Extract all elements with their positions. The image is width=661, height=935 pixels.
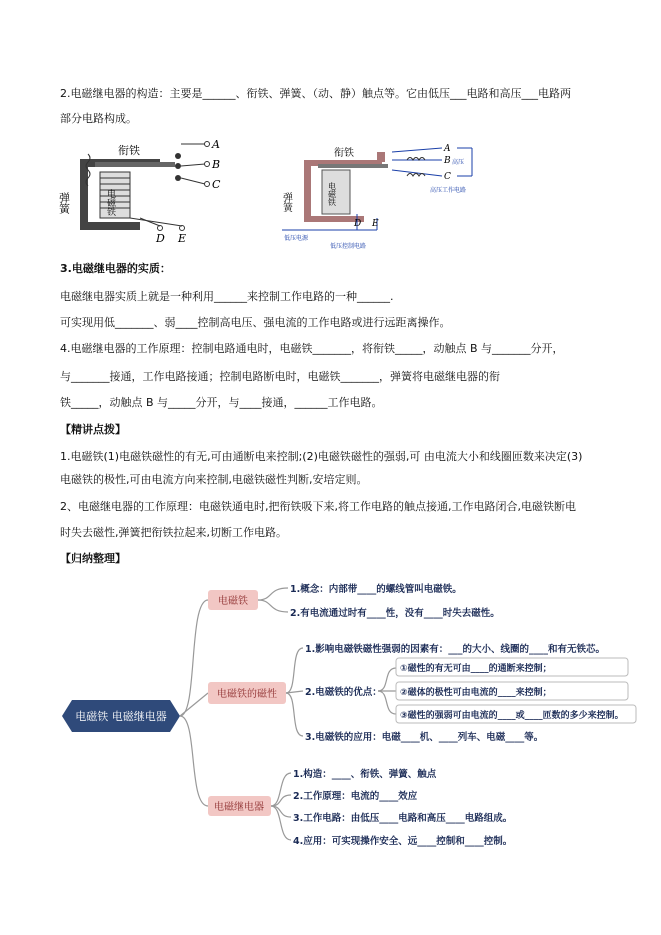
relay2-label-low-source: 低压电源 (284, 235, 309, 242)
relay1-wire-c (181, 178, 205, 184)
relay2-label-low-circuit: 低压控制电路 (330, 243, 367, 250)
branch2-subitem3: ③磁性的强弱可由电流的____或____匝数的多少来控制。 (400, 711, 624, 721)
branch-relay-label: 电磁继电器 (214, 802, 264, 813)
jingjiang-p2-line2: 时失去磁性,弹簧把衔铁拉起来,切断工作电路。 (60, 526, 287, 539)
relay2-label-b: B (444, 156, 451, 166)
relay1-frame-left (80, 159, 88, 229)
section2-line1: 2.电磁继电器的构造：主要是______、衔铁、弹簧、（动、静）触点等。它由低压___电路和高压___电路两 (60, 87, 571, 100)
relay2-label-d: D (354, 219, 362, 229)
section4-line3: 铁_____，动触点 B 与_____分开，与____接通，______工作电路。 (60, 396, 383, 409)
relay1-frame-bottom (80, 222, 140, 230)
jingjiang-p1-line1: 1.电磁铁(1)电磁铁磁性的有无,可由通断电来控制;(2)电磁铁磁性的强弱,可 由电流大小和线圈匝数来决定(3) (60, 450, 583, 463)
section3-line2: 可实现用低_______、弱____控制高电压、强电流的工作电路或进行远距离操作。 (60, 316, 451, 329)
section2-line2: 部分电路构成。 (60, 112, 137, 125)
branch3-item1: 1.构造：____、衔铁、弹簧、触点 (293, 769, 437, 780)
branch2-subitem1: ①磁性的有无可由____的通断来控制； (400, 664, 552, 674)
section3-title: 3.电磁继电器的实质： (60, 262, 171, 275)
relay2-label-high-source: 高压 (452, 159, 465, 166)
relay2-high-wire-a (392, 148, 442, 152)
relay1-label-spring: 弹簧 (57, 192, 71, 214)
relay2-high-wire-c (392, 170, 442, 176)
relay2-label-high-circuit: 高压工作电路 (430, 187, 467, 194)
relay2-frame-left (304, 160, 311, 222)
section4-line2: 与_______接通，工作电路接通；控制电路断电时，电磁铁_______，弹簧将电磁继电器的衔 (60, 370, 500, 383)
guina-title: 【归纳整理】 (60, 552, 126, 565)
jingjiang-p2-line1: 2、电磁继电器的工作原理：电磁铁通电时,把衔铁吸下来,将工作电路的触点接通,工作电路闭合,电磁铁断电 (60, 500, 576, 513)
relay2-armature (318, 164, 388, 168)
relay-diagram-2 (282, 140, 492, 250)
relay1-label-e: E (178, 232, 187, 245)
branch3-item2: 2.工作原理：电流的____效应 (293, 791, 418, 802)
mind-map (58, 578, 638, 848)
relay1-armature (95, 162, 175, 167)
branch2-item1: 1.影响电磁铁磁性强弱的因素有：___的大小、线圈的____和有无铁芯。 (305, 644, 605, 655)
jingjiang-p1-line2: 电磁铁的极性,可由电流方向来控制,电磁铁磁性判断,安培定则。 (60, 473, 368, 486)
branch3-item3: 3.工作电路：由低压____电路和高压____电路组成。 (293, 813, 513, 824)
relay1-label-c: C (212, 178, 221, 191)
relay2-label-coil: 电磁铁 (327, 182, 337, 206)
relay2-label-c: C (444, 172, 451, 182)
branch3-item4: 4.应用：可实现操作安全、远____控制和____控制。 (293, 836, 513, 847)
relay2-label-spring: 弹簧 (280, 192, 292, 212)
branch2-item3: 3.电磁铁的应用：电磁____机、____列车、电磁____等。 (305, 732, 544, 743)
relay2-label-a: A (444, 144, 451, 154)
section3-line1: 电磁继电器实质上就是一种利用______来控制工作电路的一种______. (60, 290, 394, 303)
relay1-wire-b (181, 164, 205, 166)
mind-root-label: 电磁铁 电磁继电器 (75, 710, 167, 723)
relay1-label-d: D (156, 232, 165, 245)
branch2-subitem2: ②磁体的极性可由电流的____来控制； (400, 688, 552, 698)
relay1-label-b: B (212, 158, 221, 171)
branch1-item1: 1.概念：内部带____的螺线管叫电磁铁。 (290, 584, 462, 595)
branch1-item2: 2.有电流通过时有____性，没有____时失去磁性。 (290, 608, 500, 619)
relay1-label-coil: 电磁铁 (105, 189, 115, 216)
branch2-item2: 2.电磁铁的优点： (305, 687, 382, 698)
branch-electromagnet-label: 电磁铁 (218, 596, 248, 607)
relay1-contact-c (175, 175, 181, 181)
relay-diagram-1 (57, 134, 240, 245)
relay2-label-e: E (372, 219, 379, 229)
section4-line1: 4.电磁继电器的工作原理：控制电路通电时，电磁铁_______，将衔铁_____，动触点 B 与_______分开， (60, 342, 564, 355)
relay2-label-armature: 衔铁 (334, 148, 354, 159)
jingjiang-title: 【精讲点拨】 (60, 423, 126, 436)
relay1-label-armature: 衔铁 (118, 144, 140, 157)
branch-magnetism-label: 电磁铁的磁性 (217, 689, 277, 700)
relay1-label-a: A (212, 138, 220, 151)
relay1-contact-b (175, 163, 181, 169)
relay1-contact-a (175, 153, 181, 159)
